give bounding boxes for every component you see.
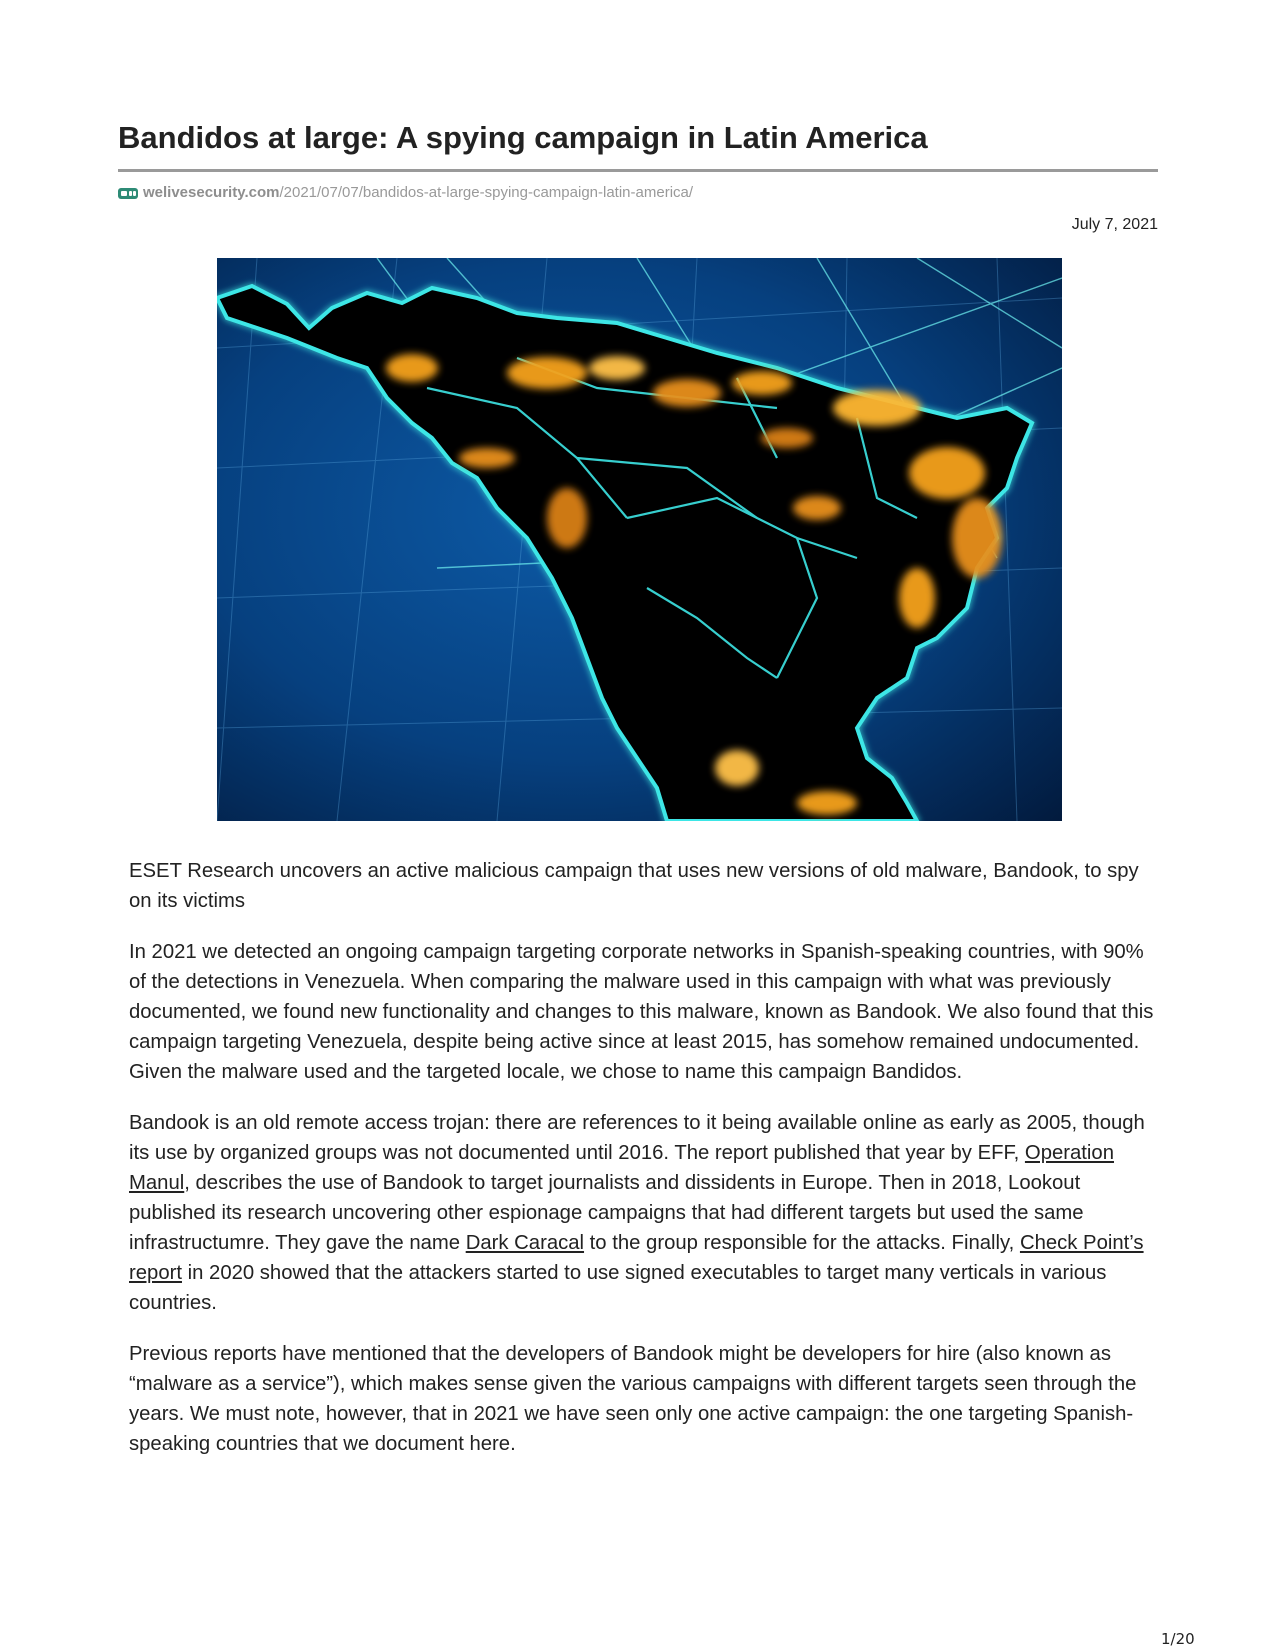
lead-paragraph: ESET Research uncovers an active malicious campaign that uses new versions of old malware, Bandook, to spy on its victims: [129, 860, 1139, 912]
body-paragraph: [129, 1108, 1164, 1318]
article-body: [129, 856, 1164, 1480]
operation-manul-link[interactable]: Operation Manul: [129, 1142, 1114, 1194]
dark-caracal-link[interactable]: Dark Caracal: [465, 1232, 585, 1254]
title-divider: [118, 169, 1158, 172]
body-text: Bandook is an old remote access trojan: there are references to it being available online as early as 2005, though its use by organized groups was not documented until 2016. The report published that year by EFF,: [129, 1112, 1145, 1164]
source-domain[interactable]: welivesecurity.com: [143, 184, 280, 201]
publish-date: July 7, 2021: [1071, 216, 1158, 233]
body-text: , describes the use of Bandook to target journalists and dissidents in Europe. Then in 2018, Lookout published its research uncovering other espionage campaigns that had different targets but used the same infrastructumre. They gave the name: [129, 1172, 1084, 1254]
body-paragraph: Previous reports have mentioned that the developers of Bandook might be developers for hire (also known as “malware as a service”), which makes sense given the various campaigns with different targets seen through the years. We must note, however, that in 2021 we have seen only one active campaign: the one targeting Spanish-speaking countries that we document here.: [129, 1343, 1137, 1455]
check-point-report-link[interactable]: Check Point’s report: [129, 1232, 1144, 1284]
source-path[interactable]: /2021/07/07/bandidos-at-large-spying-campaign-latin-america/: [279, 184, 694, 201]
source-url[interactable]: [118, 183, 693, 203]
latin-america-map-graphic: [217, 258, 1062, 821]
article-title: Bandidos at large: A spying campaign in Latin America: [118, 120, 928, 155]
link-chain-icon: [118, 188, 138, 199]
page-number: 1/20: [1161, 1630, 1195, 1648]
body-paragraph: In 2021 we detected an ongoing campaign targeting corporate networks in Spanish-speaking countries, with 90% of the detections in Venezuela. When comparing the malware used in this campaign with what was previously documented, we found new functionality and changes to this malware, known as Bandook. We also found that this campaign targeting Venezuela, despite being active since at least 2015, has somehow remained undocumented. Given the malware used and the targeted locale, we chose to name this campaign Bandidos.: [129, 941, 1154, 1083]
body-text: in 2020 showed that the attackers started to use signed executables to target many verticals in various countries.: [129, 1262, 1107, 1314]
hero-image-latin-america-map: [217, 258, 1062, 821]
body-text: to the group responsible for the attacks. Finally,: [584, 1232, 1020, 1254]
